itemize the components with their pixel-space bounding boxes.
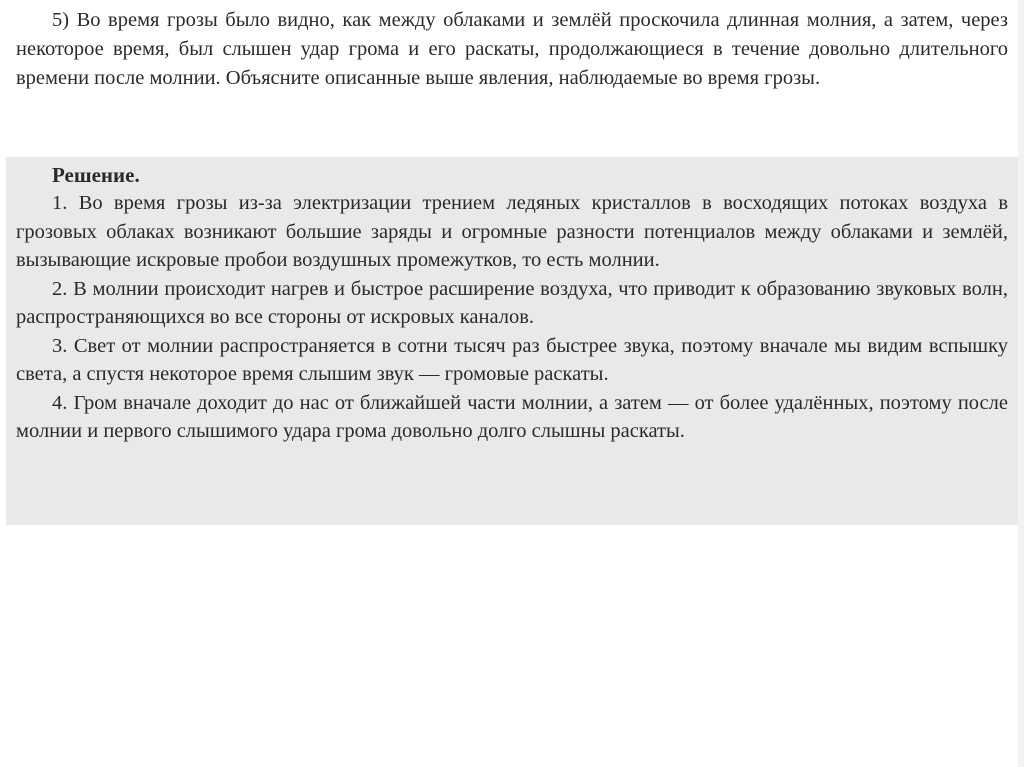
solution-paragraph-2: 2. В молнии происходит нагрев и быстрое расширение воздуха, что приводит к образованию звуковых волн, распространяющихся во все стороны от искровых каналов. <box>16 277 1008 328</box>
solution-box <box>6 157 1018 525</box>
solution-paragraph-4: 4. Гром вначале доходит до нас от ближайшей части молнии, а затем — от более удалённых, поэтому после молнии и первого слышимого удара грома довольно долго слышны раскаты. <box>16 391 1008 442</box>
solution-heading: Решение. <box>52 163 140 187</box>
question-text: 5) Во время грозы было видно, как между облаками и землёй проскочила длинная молния, а затем, через некоторое время, был слышен удар грома и его раскаты, продолжающиеся в течение довольно длительного времени после молнии. Объясните описанные выше явления, наблюдаемые во время грозы. <box>16 9 1008 89</box>
solution-paragraph-3: 3. Свет от молнии распространяется в сотни тысяч раз быстрее звука, поэтому вначале мы видим вспышку света, а спустя некоторое время слышим звук — громовые раскаты. <box>16 334 1008 385</box>
page-edge <box>1018 0 1024 767</box>
solution-paragraph-1: 1. Во время грозы из-за электризации трением ледяных кристаллов в восходящих потоках воздуха в грозовых облаках возникают большие заряды и огромные разности потенциалов между облаками и землёй, вызывающие искровые пробои воздушных промежутков, то есть молнии. <box>16 192 1008 271</box>
